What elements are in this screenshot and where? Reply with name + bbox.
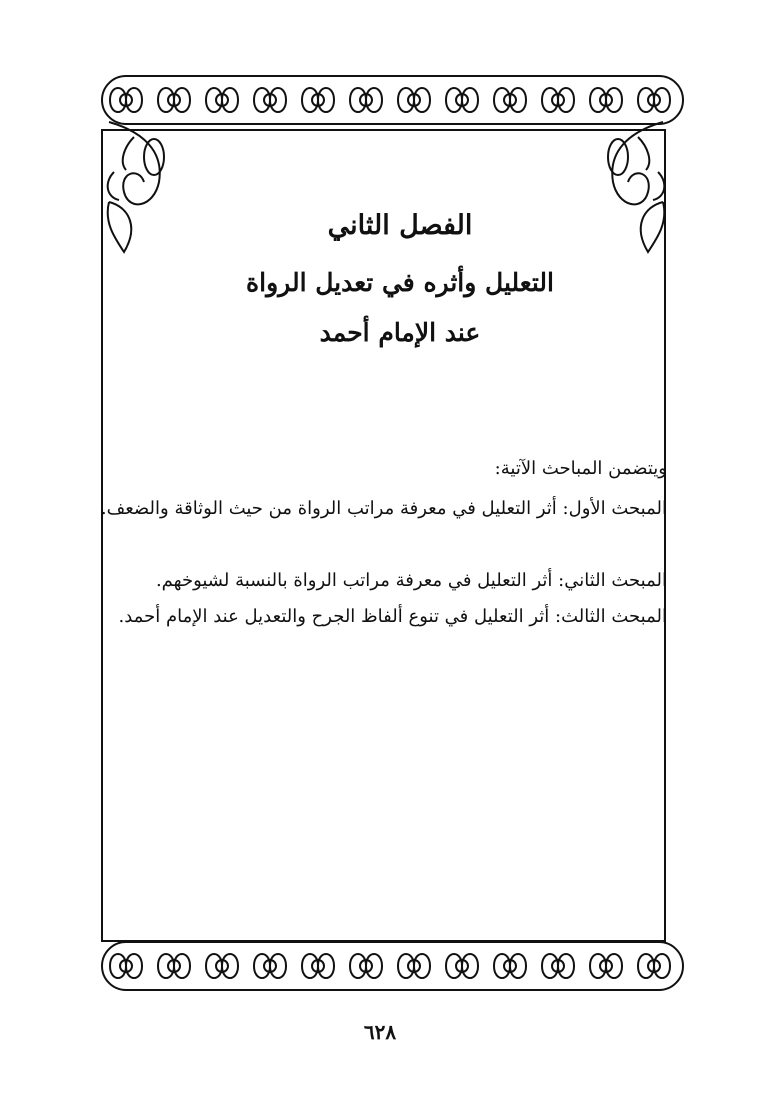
knot-motif — [590, 88, 622, 112]
contents-intro: ويتضمن المباحث الآتية: — [494, 458, 667, 479]
chapter-title: الفصل الثاني — [327, 210, 473, 241]
chapter-subtitle-line-1: التعليل وأثره في تعديل الرواة — [246, 268, 554, 297]
knot-motif — [446, 954, 478, 978]
knot-motif — [446, 88, 478, 112]
topic-1-text: أثر التعليل في معرفة مراتب الرواة من حيث الوثاقة والضعف. — [100, 498, 557, 519]
knot-motif — [542, 88, 574, 112]
knot-motif — [206, 954, 238, 978]
knot-motif — [302, 954, 334, 978]
topic-1-label: المبحث الأول: — [562, 498, 667, 519]
knot-motif — [350, 88, 382, 112]
topic-3-label: المبحث الثالث: — [555, 606, 667, 627]
floral-corner-ornament-left — [104, 112, 184, 262]
topic-item-1 — [97, 492, 667, 526]
knot-motif — [590, 954, 622, 978]
knot-motif — [254, 88, 286, 112]
knot-motif — [350, 954, 382, 978]
knot-motif — [110, 88, 142, 112]
knot-motif — [158, 88, 190, 112]
topic-item-2 — [97, 564, 667, 598]
bottom-knot-border-ornament — [100, 938, 685, 994]
knot-motif — [398, 88, 430, 112]
knot-motif — [398, 954, 430, 978]
page-frame — [101, 129, 666, 942]
page-number: ٦٢٨ — [363, 1020, 397, 1044]
topic-3-text: أثر التعليل في تنوع ألفاظ الجرح والتعديل عند الإمام أحمد. — [118, 606, 550, 627]
knot-motif — [206, 88, 238, 112]
chapter-subtitle-line-2: عند الإمام أحمد — [319, 318, 481, 347]
floral-corner-ornament-right — [588, 112, 668, 262]
knot-motif — [638, 88, 670, 112]
knot-motif — [158, 954, 190, 978]
topic-2-text: أثر التعليل في معرفة مراتب الرواة بالنسبة لشيوخهم. — [155, 570, 553, 591]
knot-motif — [302, 88, 334, 112]
knot-motif — [494, 88, 526, 112]
knot-motif — [638, 954, 670, 978]
knot-motif — [542, 954, 574, 978]
topic-item-3 — [97, 600, 667, 634]
knot-motif — [110, 954, 142, 978]
knot-motif — [254, 954, 286, 978]
knot-motif — [494, 954, 526, 978]
topic-2-label: المبحث الثاني: — [558, 570, 667, 591]
